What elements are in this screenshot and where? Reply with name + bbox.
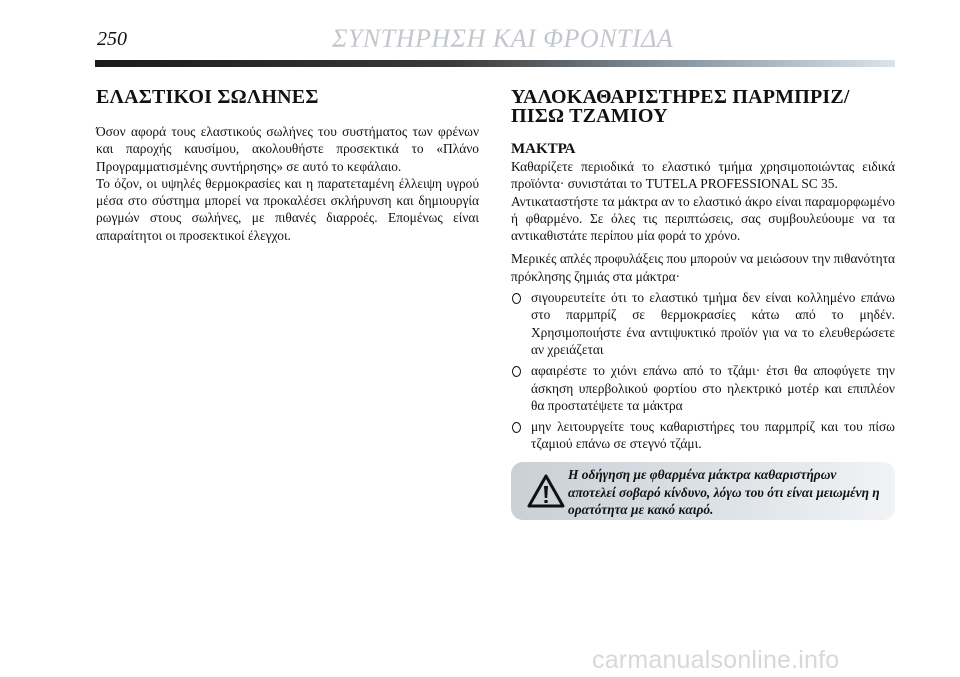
list-item <box>511 418 895 453</box>
heading-line: ΥΑΛΟΚΑΘΑΡΙΣΤΗΡΕΣ ΠΑΡΜΠΡΙΖ/ <box>511 86 850 108</box>
warning-box <box>511 462 895 520</box>
list-item-text: αφαιρέστε το χιόνι επάνω από το τζάμι· έτσι θα αποφύγετε την άσκηση υπερβολικού φορτίου στο ηλεκτρικό μοτέρ και επιπλέον θα προστατέψετε τα μάκτρα <box>531 363 895 413</box>
bullet-circle-icon <box>512 422 521 433</box>
section-heading-rubber-hoses: ΕΛΑΣΤΙΚΟΙ ΣΩΛΗΝΕΣ <box>96 86 319 108</box>
list-item <box>511 362 895 414</box>
wiper-blades-subsection <box>511 141 895 453</box>
watermark: carmanualsonline.info <box>592 646 840 674</box>
paragraph: Καθαρίζετε περιοδικά το ελαστικό τμήμα χρησιμοποιώντας ειδικά προϊόντα· συνιστάται το TUTELA PROFESSIONAL SC 35. <box>511 159 895 192</box>
paragraph: Αντικαταστήστε τα μάκτρα αν το ελαστικό άκρο είναι παραμορφωμένο ή φθαρμένο. Σε όλες τις περιπτώσεις, σας συμβουλεύουμε να τα αντικαθιστάτε περίπου μία φορά το χρόνο. <box>511 193 895 244</box>
bullet-circle-icon <box>512 293 521 304</box>
paragraph: Μερικές απλές προφυλάξεις που μπορούν να μειώσουν την πιθανότητα πρόκλησης ζημιάς στα μάκτρα· <box>511 251 895 284</box>
running-title: ΣΥΝΤΗΡΗΣΗ ΚΑΙ ΦΡΟΝΤΙΔΑ <box>332 24 674 53</box>
precautions-list <box>511 289 895 453</box>
list-item <box>511 289 895 358</box>
header-rule <box>95 60 895 67</box>
list-item-text: σιγουρευτείτε ότι το ελαστικό τμήμα δεν είναι κολλημένο επάνω στο παρμπρίζ σε θερμοκρασίες κάτω από το μηδέν. Χρησιμοποιήστε ένα αντιψυκτικό προϊόν για να το ελευθερώσετε αν χρειάζεται <box>531 290 895 357</box>
warning-text: Η οδήγηση με φθαρμένα μάκτρα καθαριστήρων αποτελεί σοβαρό κίνδυνο, λόγω του ότι είναι μειωμένη η ορατότητα με κακό καιρό. <box>568 467 880 517</box>
subheading-blades: ΜΑΚΤΡΑ <box>511 141 576 157</box>
list-item-text: μην λειτουργείτε τους καθαριστήρες του παρμπρίζ και του πίσω τζαμιού επάνω σε στεγνό τζάμι. <box>531 419 895 452</box>
paragraph: Το όζον, οι υψηλές θερμοκρασίες και η παρατεταμένη έλλειψη υγρού μέσα στο σύστημα μπορεί να προκαλέσει σκλήρυνση και δημιουργία ρωγμών στους σωλήνες, με πιθανές διαρροές. Επομένως είναι απαραίτητοι οι προσεκτικοί έλεγχοι. <box>96 175 479 243</box>
page-number: 250 <box>97 28 127 50</box>
heading-line: ΠΙΣΩ ΤΖΑΜΙΟΥ <box>511 105 668 127</box>
right-column <box>511 88 895 453</box>
left-body <box>96 123 479 244</box>
warning-triangle-icon <box>527 473 565 509</box>
paragraph: Όσον αφορά τους ελαστικούς σωλήνες του συστήματος των φρένων και παροχής καυσίμου, ακολουθήστε προσεκτικά το «Πλάνο Προγραμματισμένης συντήρησης» σε αυτό το κεφάλαιο. <box>96 124 479 174</box>
left-column <box>96 88 479 244</box>
section-heading-wipers <box>511 88 895 126</box>
bullet-circle-icon <box>512 366 521 377</box>
